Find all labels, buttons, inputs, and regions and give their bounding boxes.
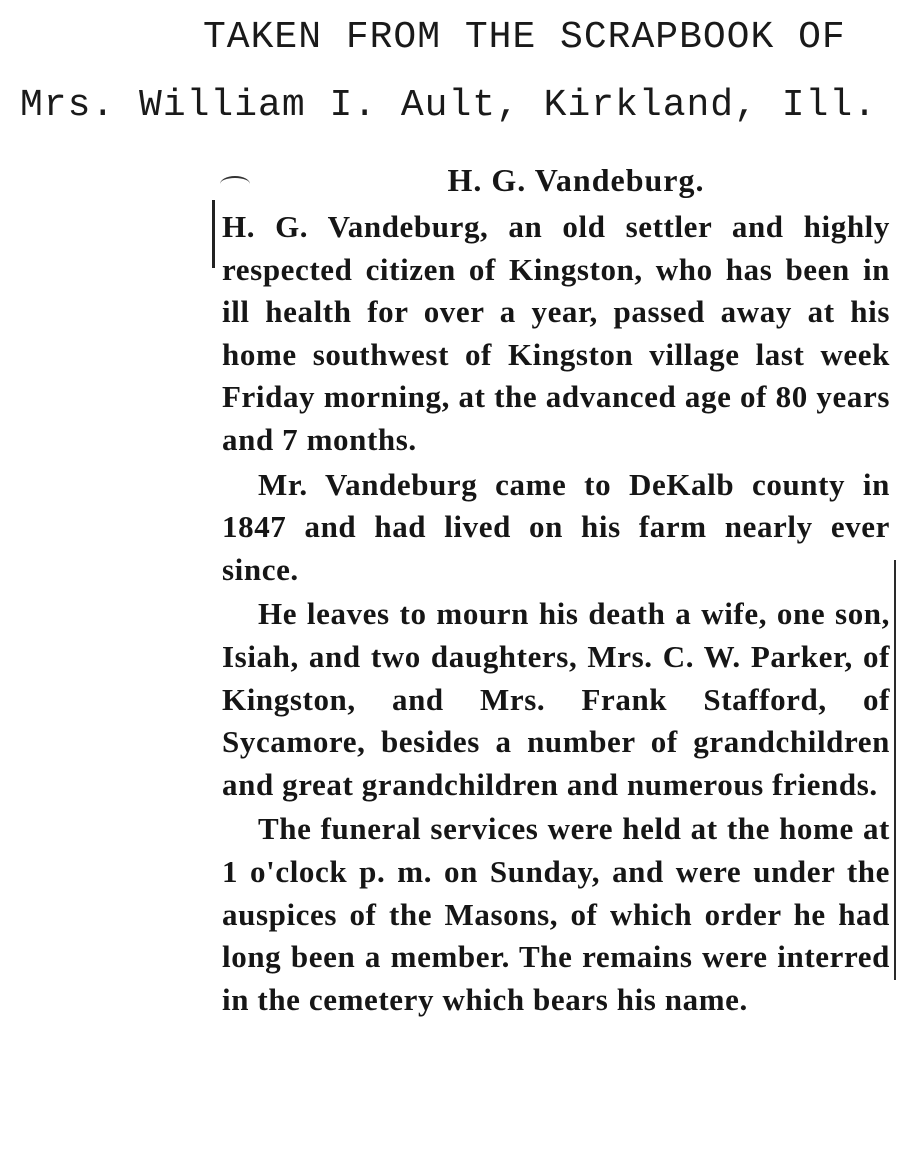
obituary-paragraph-3: He leaves to mourn his death a wife, one son, Isiah, and two daughters, Mrs. C. W. Parker, of Kingston, and Mrs. Frank Stafford, of Sycamore, besides a number of grandchildren and great grandchildren and numerous friends. (222, 596, 890, 802)
scrapbook-title: TAKEN FROM THE SCRAPBOOK OF (203, 16, 846, 59)
obituary-paragraph-1: H. G. Vandeburg, an old settler and highly respected citizen of Kingston, who has been in ill health for over a year, passed away at his home southwest of Kingston village last week Friday morning, at the advanced age of 80 years and 7 months. (222, 209, 890, 457)
clipping-edge-line (894, 560, 896, 980)
margin-bracket-mark (212, 200, 215, 268)
scrapbook-owner: Mrs. William I. Ault, Kirkland, Ill. (20, 84, 877, 127)
obituary-paragraph-2: Mr. Vandeburg came to DeKalb county in 1847 and had lived on his farm nearly ever since. (222, 466, 890, 587)
newspaper-clipping (222, 160, 890, 1021)
obituary-paragraph-4: The funeral services were held at the home at 1 o'clock p. m. on Sunday, and were under the auspices of the Masons, of which order he had long been a member. The remains were interred in the cemetery which bears his name. (222, 811, 890, 1017)
obituary-headline: H. G. Vandeburg. (447, 162, 705, 198)
